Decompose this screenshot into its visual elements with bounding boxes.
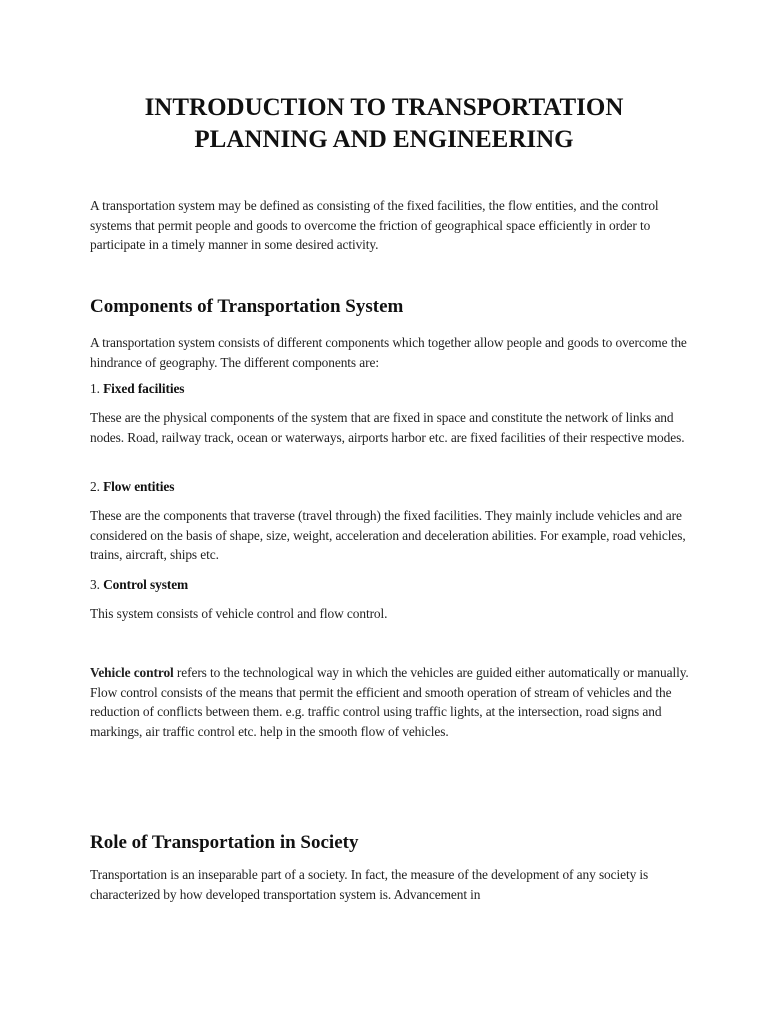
vehicle-control-term: Vehicle control	[90, 665, 174, 680]
intro-paragraph: A transportation system may be defined as consisting of the fixed facilities, the flow entities, and the control systems that permit people and goods to overcome the friction of geographical space efficiently in order to participate in a timely manner in some desired activity.	[90, 198, 659, 252]
item-title: Flow entities	[103, 479, 175, 494]
intro-paragraph-block	[90, 196, 690, 255]
section-heading-role: Role of Transportation in Society	[90, 832, 359, 853]
item-heading-flow-entities	[90, 477, 690, 497]
title-line-2: PLANNING AND ENGINEERING	[194, 126, 574, 153]
item-body: This system consists of vehicle control and flow control.	[90, 606, 388, 621]
components-intro-paragraph: A transportation system consists of different components which together allow people and goods to overcome the hindrance of geography. The different components are:	[90, 335, 687, 370]
components-intro-block	[90, 333, 690, 372]
item-body: These are the components that traverse (travel through) the fixed facilities. They mainly include vehicles and are considered on the basis of shape, size, weight, acceleration and deceleration abilities. For example, road vehicles, trains, aircraft, ships etc.	[90, 508, 686, 562]
item-title: Control system	[103, 577, 189, 592]
vehicle-control-paragraph	[90, 663, 690, 741]
item-title: Fixed facilities	[103, 381, 185, 396]
components-section	[90, 295, 690, 319]
item-number: 2.	[90, 479, 100, 494]
item-heading-control-system	[90, 575, 690, 595]
item-body: These are the physical components of the system that are fixed in space and constitute the network of links and nodes. Road, railway track, ocean or waterways, airports harbor etc. are fixed facilities of their respective modes.	[90, 410, 685, 445]
item-heading-fixed-facilities	[90, 379, 690, 399]
role-section	[90, 831, 690, 855]
item-body-fixed-facilities	[90, 408, 690, 447]
vehicle-control-block	[90, 663, 690, 741]
section-heading-components: Components of Transportation System	[90, 296, 404, 317]
role-intro-paragraph: Transportation is an inseparable part of a society. In fact, the measure of the development of any society is characterized by how developed transportation system is. Advancement in	[90, 867, 649, 902]
item-body-control-system	[90, 604, 690, 624]
document-title	[0, 92, 768, 156]
item-number: 3.	[90, 577, 100, 592]
item-number: 1.	[90, 381, 100, 396]
role-intro-block	[90, 865, 690, 904]
item-body-flow-entities	[90, 506, 690, 565]
vehicle-control-text: refers to the technological way in which the vehicles are guided either automatically or manually. Flow control consists of the means that permit the efficient and smooth operation of stream of vehicles and the reduction of conflicts between them. e.g. traffic control using traffic lights, at the intersection, road signs and markings, air traffic control etc. help in the smooth flow of vehicles.	[90, 665, 689, 739]
title-line-1: INTRODUCTION TO TRANSPORTATION	[144, 94, 624, 121]
